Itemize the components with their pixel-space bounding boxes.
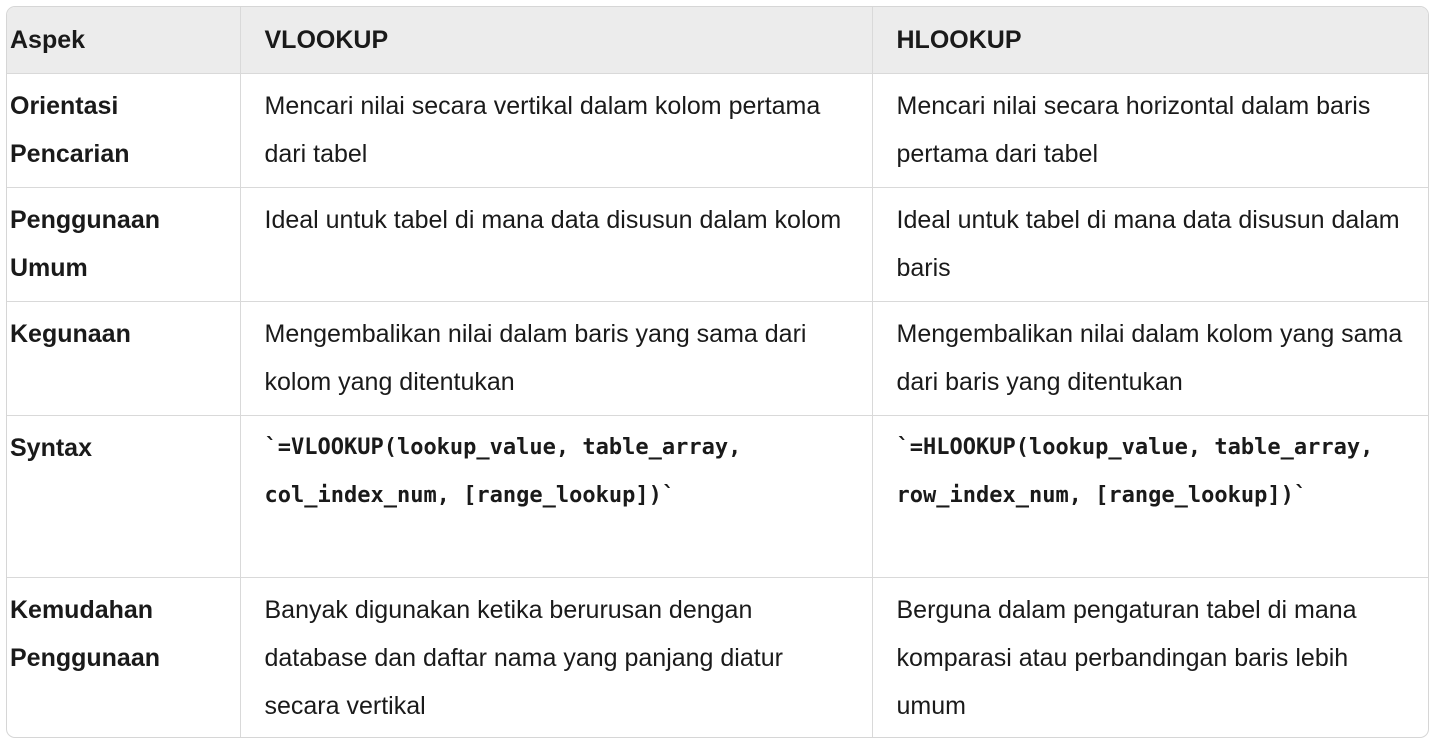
aspect-cell: Penggunaan Umum bbox=[7, 188, 240, 302]
aspect-cell: Orientasi Pencarian bbox=[7, 74, 240, 188]
table-row bbox=[7, 302, 1428, 416]
vlookup-cell: Banyak digunakan ketika berurusan dengan database dan daftar nama yang panjang diatur secara vertikal bbox=[240, 578, 872, 739]
header-hlookup: HLOOKUP bbox=[872, 7, 1428, 74]
hlookup-cell: Ideal untuk tabel di mana data disusun dalam baris bbox=[872, 188, 1428, 302]
hlookup-cell: Mencari nilai secara horizontal dalam baris pertama dari tabel bbox=[872, 74, 1428, 188]
vlookup-cell: Ideal untuk tabel di mana data disusun dalam kolom bbox=[240, 188, 872, 302]
hlookup-cell: Berguna dalam pengaturan tabel di mana komparasi atau perbandingan baris lebih umum bbox=[872, 578, 1428, 739]
vlookup-cell: Mengembalikan nilai dalam baris yang sama dari kolom yang ditentukan bbox=[240, 302, 872, 416]
aspect-cell: Syntax bbox=[7, 416, 240, 578]
table-row bbox=[7, 578, 1428, 739]
table-row bbox=[7, 74, 1428, 188]
table-row bbox=[7, 188, 1428, 302]
vlookup-cell: Mencari nilai secara vertikal dalam kolom pertama dari tabel bbox=[240, 74, 872, 188]
hlookup-syntax-cell: `=HLOOKUP(lookup_value, table_array, row_index_num, [range_lookup])` bbox=[872, 416, 1428, 578]
table-row bbox=[7, 416, 1428, 578]
aspect-cell: Kemudahan Penggunaan bbox=[10, 596, 161, 672]
hlookup-cell: Mengembalikan nilai dalam kolom yang sama dari baris yang ditentukan bbox=[872, 302, 1428, 416]
table-header-row bbox=[7, 7, 1428, 74]
vlookup-syntax-cell: `=VLOOKUP(lookup_value, table_array, col_index_num, [range_lookup])` bbox=[240, 416, 872, 578]
comparison-table-container bbox=[6, 6, 1429, 738]
comparison-table bbox=[7, 7, 1428, 738]
header-vlookup: VLOOKUP bbox=[240, 7, 872, 74]
header-aspek: Aspek bbox=[7, 7, 240, 74]
aspect-cell: Kegunaan bbox=[7, 302, 240, 416]
